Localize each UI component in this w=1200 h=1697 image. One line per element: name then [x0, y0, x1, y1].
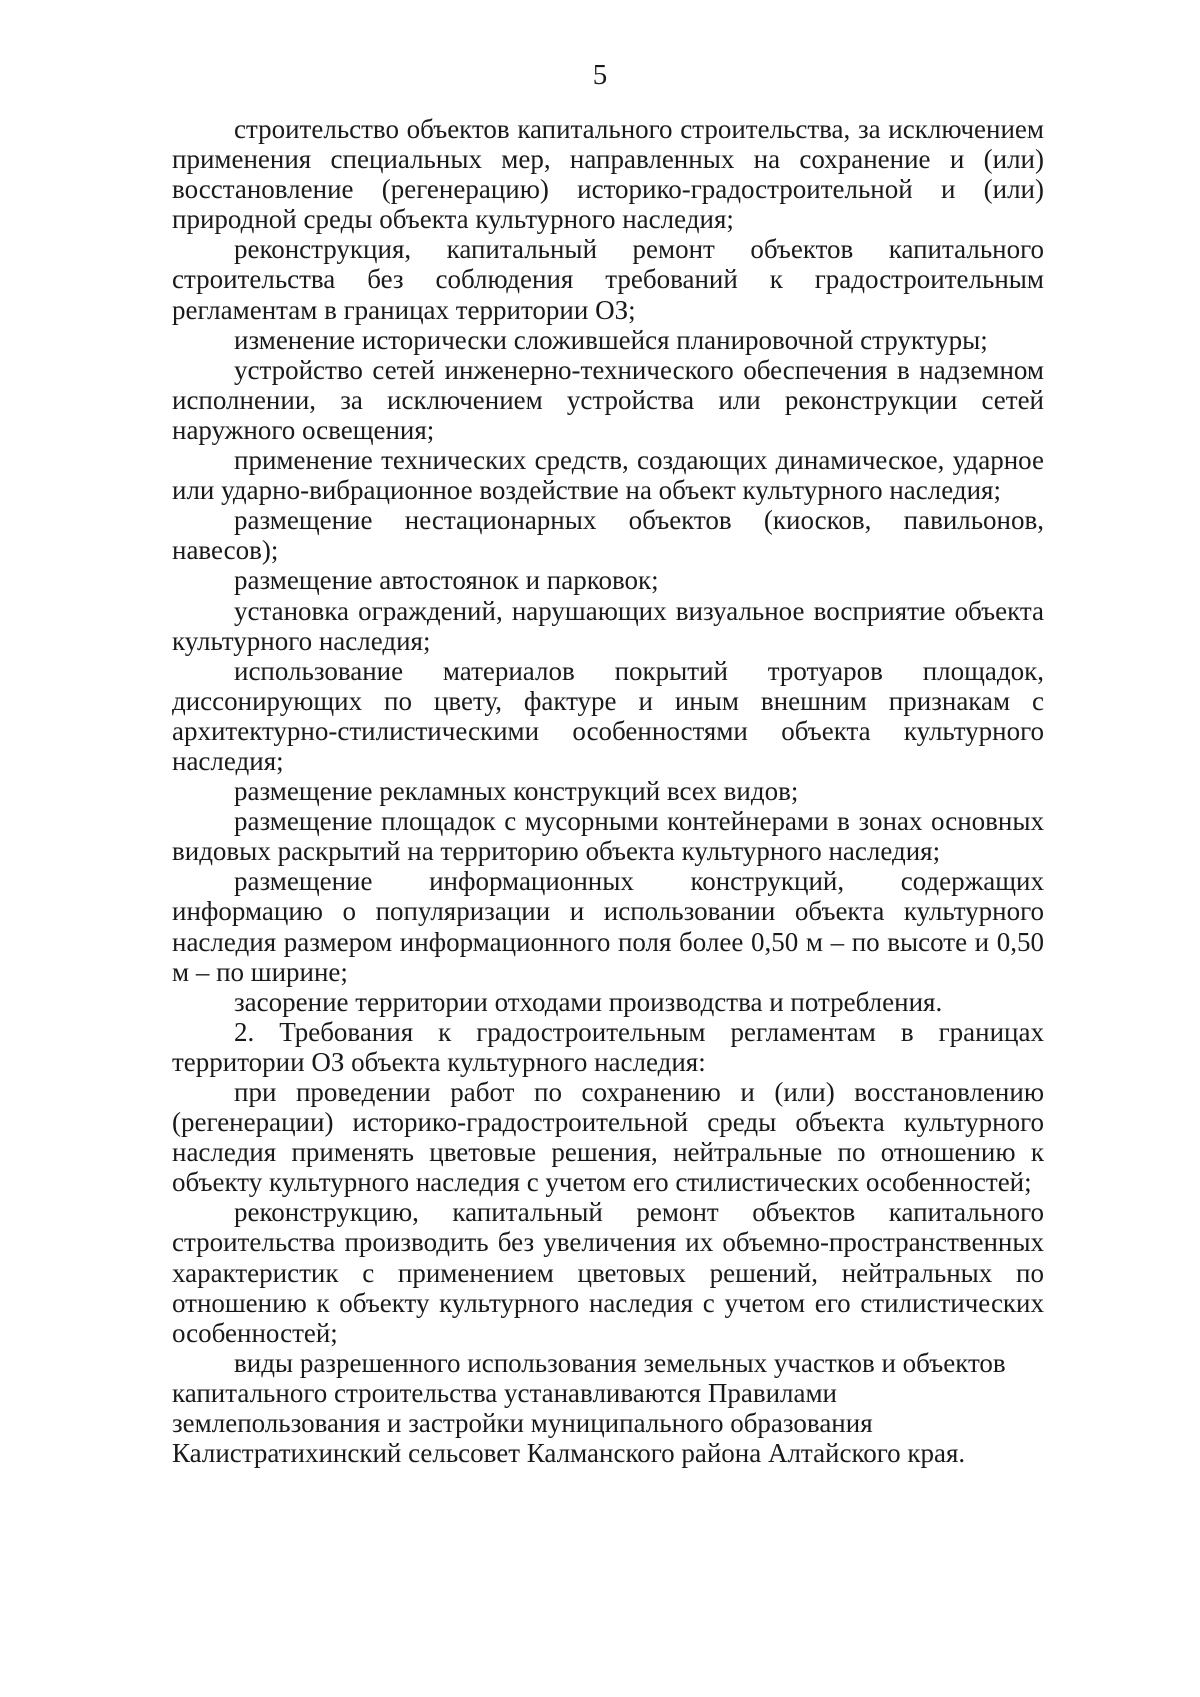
paragraph-prohibition-planning-structure: изменение исторически сложившейся планировочной структуры;: [234, 324, 988, 355]
paragraph-prohibition-construction: строительство объектов капитального строительства, за исключением применения специальных мер, направленных на сохранение и (или) восстановление (регенерацию) историко-градостроительной и (или) природной среды объекта культурного наследия;: [172, 114, 1044, 235]
paragraph-prohibition-vibration: применение технических средств, создающих динамическое, ударное или ударно-вибрационное воздействие на объект культурного наследия;: [172, 445, 1044, 506]
paragraph-prohibition-reconstruction: реконструкция, капитальный ремонт объектов капитального строительства без соблюдения требований к градостроительным регламентам в границах территории ОЗ;: [172, 234, 1044, 325]
paragraph-prohibition-littering: засорение территории отходами производства и потребления.: [234, 986, 943, 1017]
paragraph-prohibition-info-structures: размещение информационных конструкций, содержащих информацию о популяризации и использовании объекта культурного наследия размером информационного поля более 0,50 м – по высоте и 0,50 м – по ширине;: [172, 866, 1044, 987]
document-body: [172, 114, 1044, 1468]
paragraph-prohibition-parking: размещение автостоянок и парковок;: [234, 565, 659, 596]
paragraph-prohibition-overhead-networks: устройство сетей инженерно-технического обеспечения в надземном исполнении, за исключением устройства или реконструкции сетей наружного освещения;: [172, 354, 1044, 445]
paragraph-requirement-color-solutions: при проведении работ по сохранению и (или) восстановлению (регенерации) историко-градостроительной среды объекта культурного наследия применять цветовые решения, нейтральные по отношению к объекту культурного наследия с учетом его стилистических особенностей;: [172, 1077, 1044, 1198]
paragraph-prohibition-paving-materials: использование материалов покрытий тротуаров площадок, диссонирующих по цвету, фактуре и иным внешним признакам с архитектурно-стилистическими особенностями объекта культурного наследия;: [172, 655, 1044, 776]
section-heading-requirements: 2. Требования к градостроительным регламентам в границах территории ОЗ объекта культурного наследия:: [172, 1016, 1044, 1077]
paragraph-prohibition-fences: установка ограждений, нарушающих визуальное восприятие объекта культурного наследия;: [172, 595, 1044, 656]
paragraph-prohibition-waste-containers: размещение площадок с мусорными контейнерами в зонах основных видовых раскрытий на территорию объекта культурного наследия;: [172, 806, 1044, 867]
paragraph-prohibition-advertising: размещение рекламных конструкций всех видов;: [234, 776, 799, 807]
page-number: 5: [592, 59, 608, 91]
paragraph-prohibition-kiosks: размещение нестационарных объектов (киосков, павильонов, навесов);: [172, 505, 1044, 566]
paragraph-requirement-reconstruction: реконструкцию, капитальный ремонт объектов капитального строительства производить без увеличения их объемно-пространственных характеристик с применением цветовых решений, нейтральных по отношению к объекту культурного наследия с учетом его стилистических особенностей;: [172, 1197, 1044, 1348]
paragraph-requirement-land-use: виды разрешенного использования земельных участков и объектов капитального строительства устанавливаются Правилами землепользования и застройки муниципального образования Калистратихинский сельсовет Калманского района Алтайского края.: [172, 1347, 1006, 1469]
